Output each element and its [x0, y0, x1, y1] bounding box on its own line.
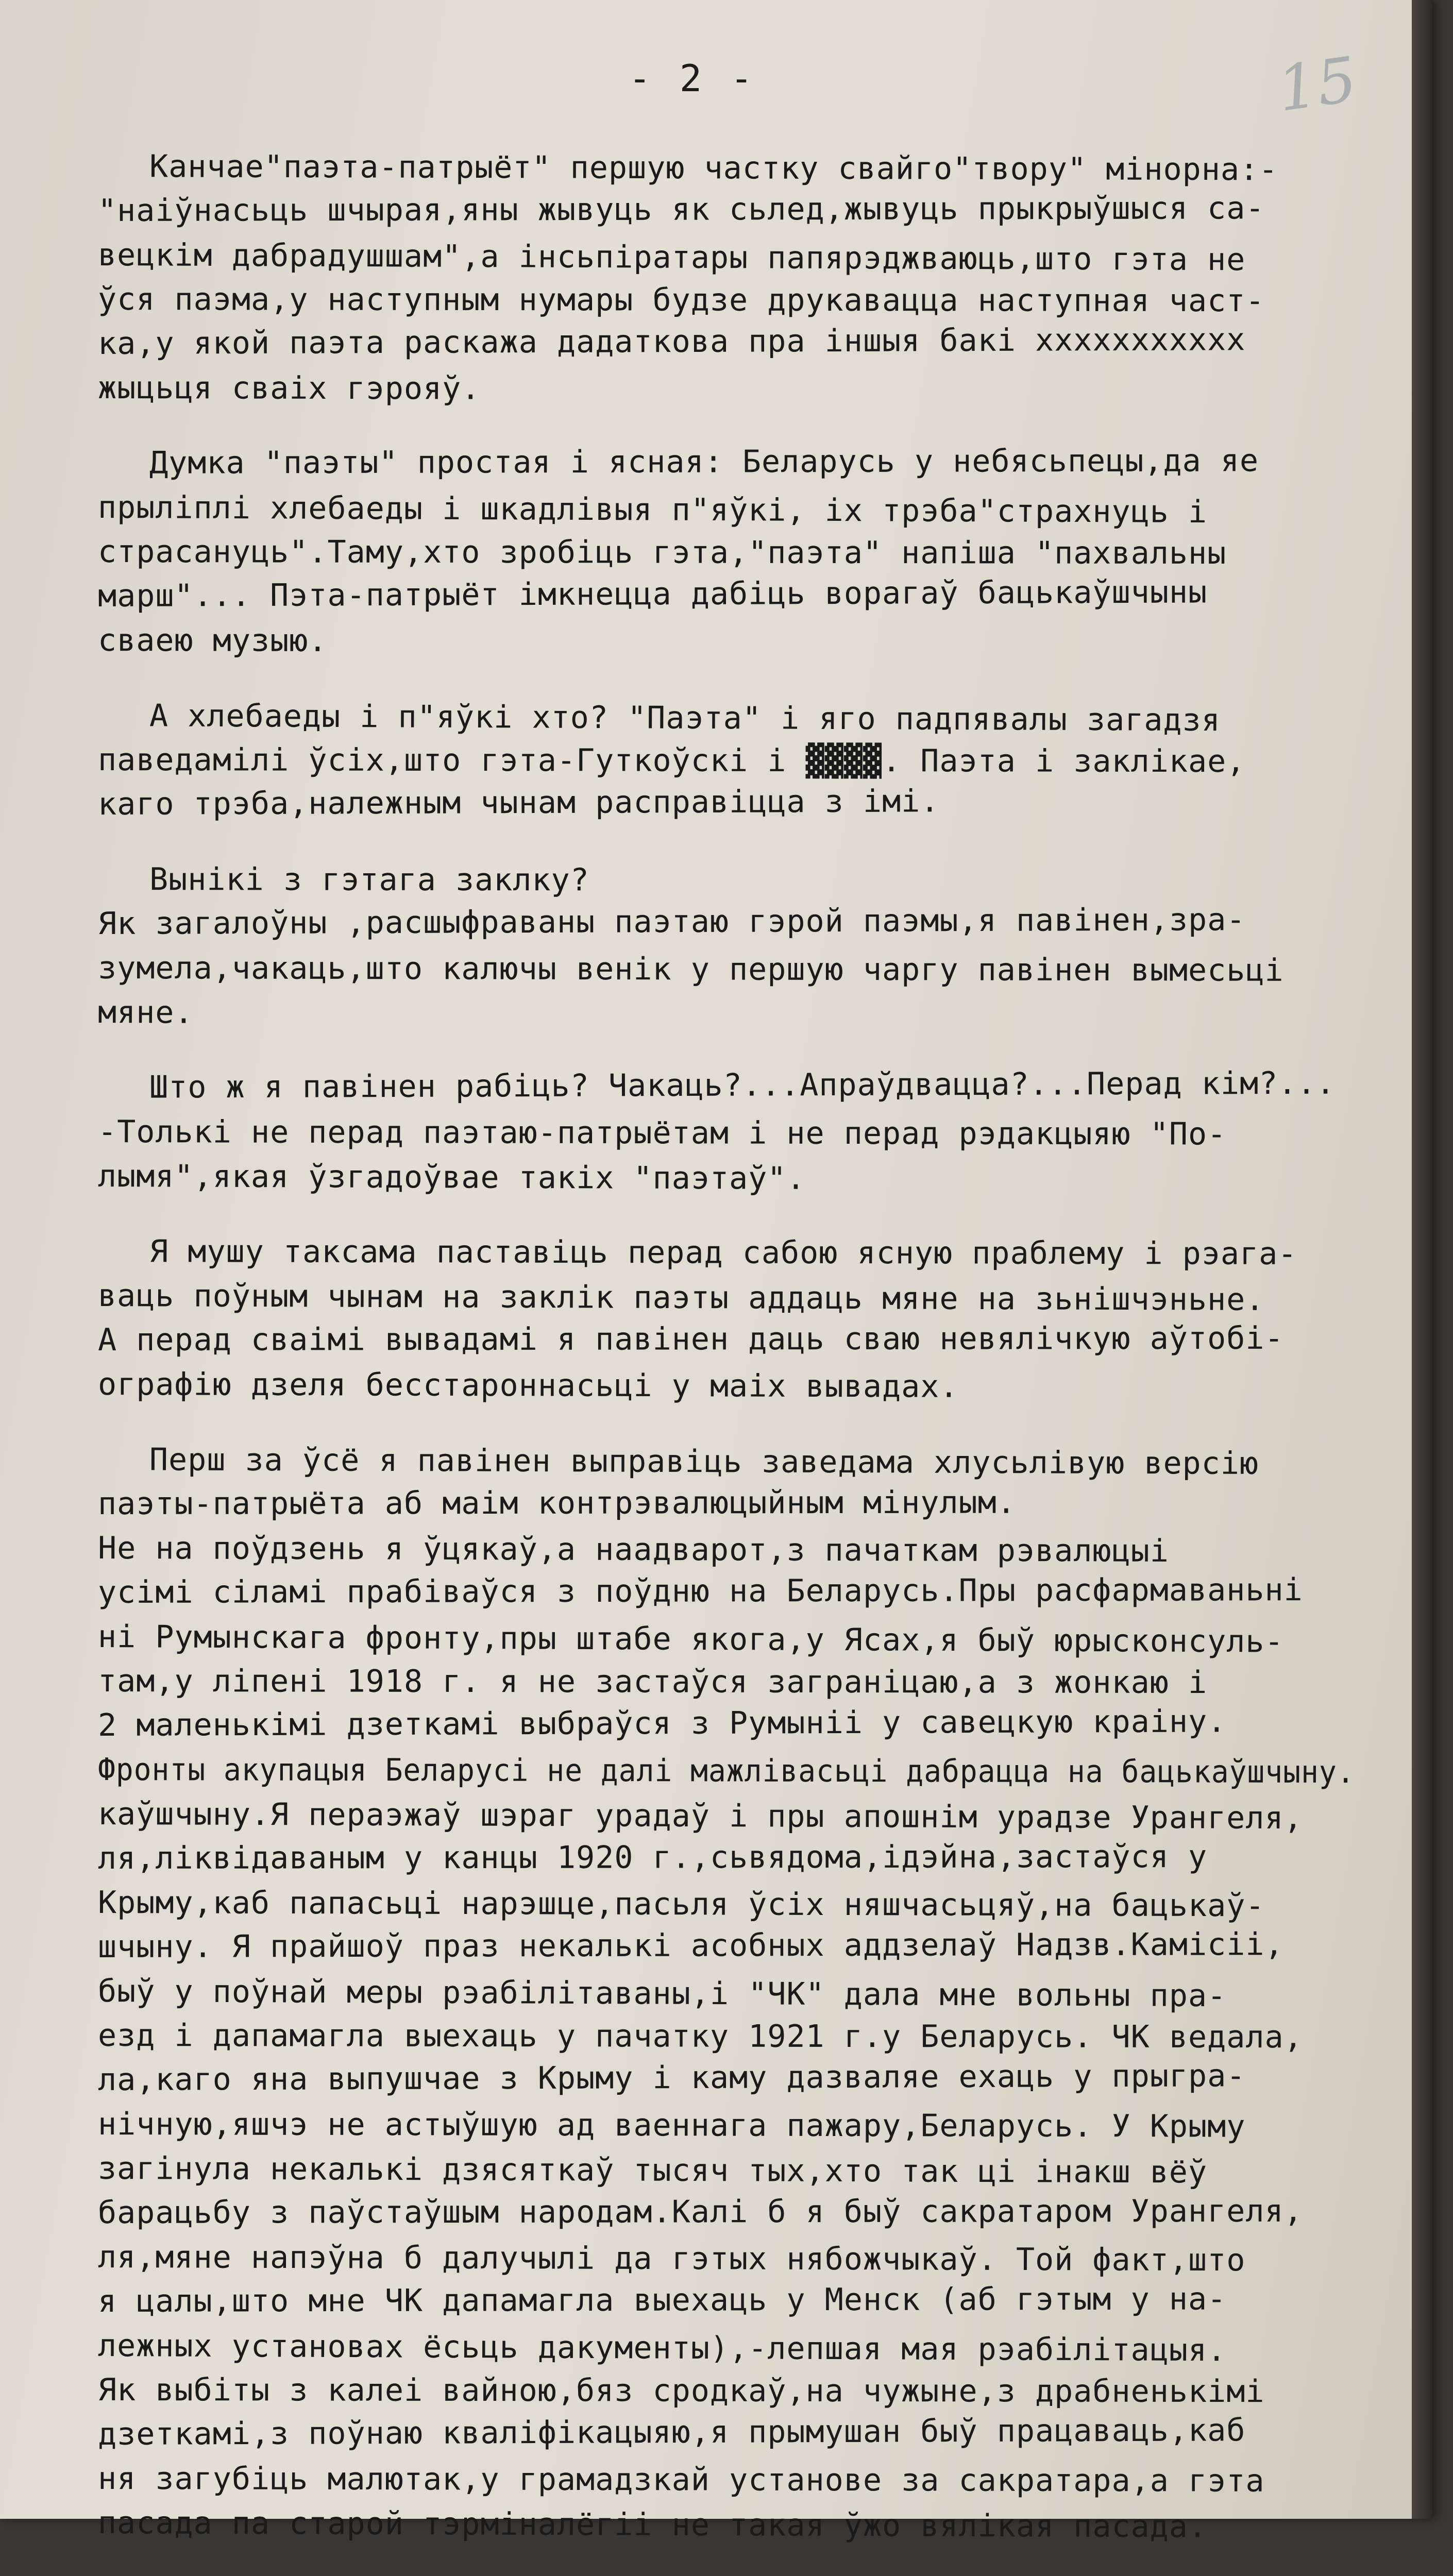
text-line: ографію дзеля бесстароннасьці у маіх вывадах. [97, 1366, 959, 1405]
text-line: -Толькі не перад паэтаю-патрыётам і не перад рэдакцыяю "По- [97, 1114, 1227, 1153]
text-line: Фронты акупацыя Беларусі не далі мажлівасьці дабрацца на бацькаўшчыну. [97, 1752, 1355, 1791]
text-line: нічную,яшчэ не астыўшую ад ваеннага пажару,Беларусь. У Крыму [97, 2106, 1246, 2145]
text-line: "наіўнасьць шчырая,яны жывуць як сьлед,жывуць прыкрыўшыся са- [97, 190, 1265, 229]
text-line: шчыну. Я прайшоў праз некалькі асобных аддзелаў Надзв.Камісіі, [97, 1926, 1284, 1965]
text-line: А хлебаеды і п"яўкі хто? "Паэта" і яго падпявалы загадзя [149, 698, 1221, 739]
text-line: сваею музыю. [97, 622, 328, 659]
text-line: ўся паэма,у наступным нумары будзе друкавацца наступная част- [97, 281, 1265, 319]
text-line: усімі сіламі прабіваўся з поўдню на Беларусь.Пры расфармаваньні [97, 1572, 1303, 1611]
text-line: Крыму,каб папасьці нарэшце,пасьля ўсіх няшчасьцяў,на бацькаў- [97, 1885, 1265, 1924]
text-line: ля,мяне напэўна б далучылі да гэтых нябожчыкаў. Той факт,што [97, 2239, 1246, 2279]
page-edge-background [1412, 0, 1432, 2519]
text-line: Што ж я павінен рабіць? Чакаць?...Апраўдвацца?...Перад кім?... [149, 1065, 1336, 1106]
text-line: ваць поўным чынам на заклік паэты аддаць мяне на зьнішчэньне. [97, 1278, 1265, 1318]
paragraph [98, 441, 1355, 663]
text-line: Як выбіты з калеі вайною,бяз сродкаў,на чужыне,з драбненькімі [97, 2372, 1265, 2410]
text-line: марш"... Пэта-патрыёт імкнецца дабіць ворагаў бацькаўшчыны [97, 574, 1208, 614]
text-line: Перш за ўсё я павінен выправіць заведама хлусьлівую версію [149, 1442, 1259, 1482]
text-line: езд і дапамагла выехаць у пачатку 1921 г.у Беларусь. ЧК ведала, [97, 2018, 1303, 2056]
text-line: барацьбу з паўстаўшым народам.Калі б я быў сакратаром Урангеля, [97, 2193, 1303, 2231]
text-line: ня загубіць малютак,у грамадзкай установе за сакратара,а гэта [97, 2461, 1265, 2499]
text-line: жыцьця сваіх гэрояў. [97, 370, 481, 407]
handwritten-margin-note: 15 [1273, 44, 1361, 126]
page-number: - 2 - [629, 57, 756, 100]
text-line: я цалы,што мне ЧК дапамагла выехаць у Менск (аб гэтым у на- [97, 2281, 1227, 2319]
text-line: Думка "паэты" простая і ясная: Беларусь у небясьпецы,да яе [149, 443, 1259, 481]
text-line [98, 2574, 1355, 2576]
text-line: паведамілі ўсіх,што гэта-Гуткоўскі і ▓▓▓▓. Паэта і заклікае, [97, 742, 1246, 780]
text-line: Канчае"паэта-патрыёт" першую частку свайго"твору" мінорна:- [149, 148, 1278, 188]
text-line: паэты-патрыёта аб маім контрэвалюцыйным мінулым. [97, 1484, 1016, 1522]
text-line: быў у поўнай меры рэабілітаваны,і "ЧК" дала мне вольны пра- [97, 1973, 1227, 2014]
text-line: Як загалоўны ,расшыфраваны паэтаю гэрой паэмы,я павінен,зра- [97, 902, 1246, 942]
text-line: каго трэба,належным чынам расправіцца з імі. [97, 783, 940, 822]
text-line: вецкім дабрадушшам",а інсьпіратары папярэджваюць,што гэта не [97, 237, 1246, 278]
text-line: зумела,чакаць,што калючы венік у першую чаргу павінен вымесьці [97, 950, 1284, 989]
paragraph [98, 1437, 1355, 2545]
text-line: лежных установах ёсьць дакументы),-лепшая мая рэабілітацыя. [97, 2328, 1227, 2369]
text-line: дзеткамі,з поўнаю кваліфікацыяю,я прымушан быў працаваць,каб [97, 2412, 1246, 2452]
text-line: загінула некалькі дзясяткаў тысяч тых,хто так ці інакш вёў [97, 2150, 1208, 2191]
paragraph [98, 857, 1355, 1035]
text-line: 2 маленькімі дзеткамі выбраўся з Румыніі у савецкую краіну. [97, 1703, 1227, 1743]
text-line: каўшчыну.Я пераэжаў шэраг урадаў і пры апошнім урадзе Урангеля, [97, 1796, 1303, 1837]
text-line: Не на поўдзень я ўцякаў,а наадварот,з пачаткам рэвалюцыі [97, 1530, 1169, 1569]
text-line: ка,у якой паэта раскажа дадаткова пра іншыя бакі ххххххххххх [97, 321, 1246, 362]
text-line: лымя",якая ўзгадоўвае такіх "паэтаў". [97, 1158, 806, 1197]
text-line: мяне. [97, 994, 194, 1031]
text-line: А перад сваімі вывадамі я павінен даць сваю невялічкую аўтобі- [97, 1320, 1284, 1358]
text-line: пасада па старой тэрміналёгіі не такая ўжо вялікая пасада. [97, 2505, 1208, 2545]
text-line: там,у ліпені 1918 г. я не застаўся заграніцаю,а з жонкаю і [97, 1663, 1208, 1701]
text-line: ні Румынскага фронту,пры штабе якога,у Ясах,я быў юрысконсуль- [97, 1619, 1284, 1660]
text-line: страсануць".Таму,хто зробіць гэта,"паэта" напіша "пахвальны [97, 534, 1227, 572]
text-line: Я мушу таксама паставіць перад сабою ясную праблему і рэага- [149, 1233, 1297, 1272]
text-line: ла,каго яна выпушчае з Крыму і каму дазваляе ехаць у прыгра- [97, 2058, 1246, 2098]
paragraph [98, 693, 1355, 826]
document-body [98, 144, 1355, 2576]
paragraph [98, 1229, 1355, 1406]
text-line: Вынікі з гэтага заклку? [149, 861, 589, 899]
paragraph [98, 144, 1355, 410]
paragraph [98, 1065, 1355, 1198]
text-line: прыліплі хлебаеды і шкадлівыя п"яўкі, іх трэба"страхнуць і [97, 489, 1208, 531]
text-line: ля,ліквідаваным у канцы 1920 г.,сьвядома,ідэйна,застаўся у [97, 1838, 1208, 1876]
